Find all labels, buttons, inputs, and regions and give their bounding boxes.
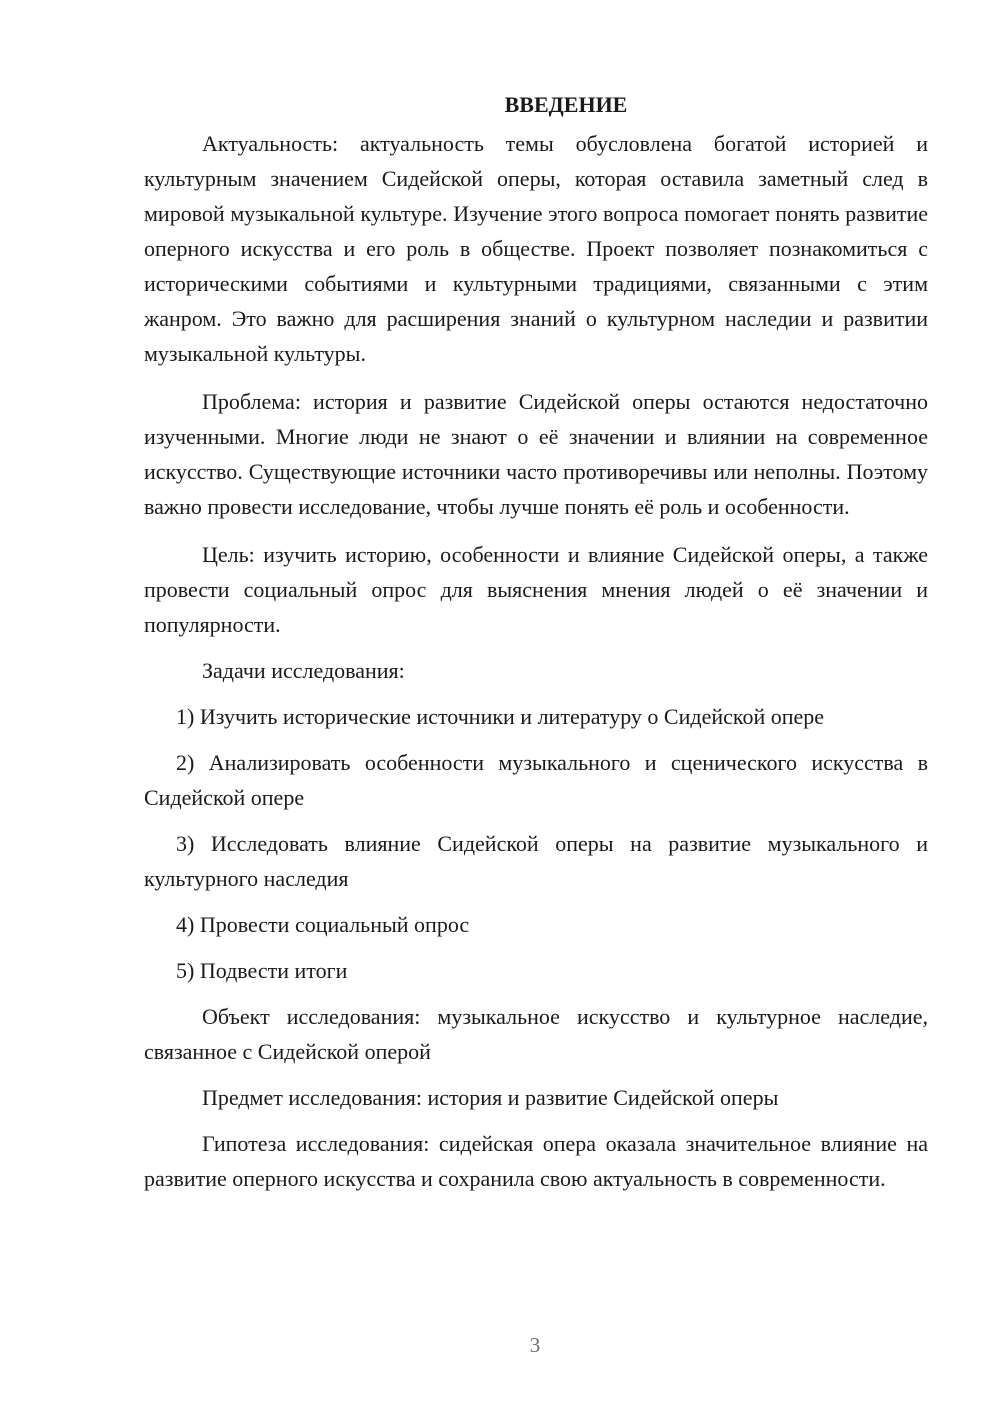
task-item-2: 2) Анализировать особенности музыкального и сценического искусства в Сидейской опере	[144, 750, 928, 810]
tasks-heading: Задачи исследования:	[202, 658, 405, 683]
page-title: ВВЕДЕНИЕ	[504, 92, 628, 117]
document-page	[144, 90, 928, 1196]
task-item-3: 3) Исследовать влияние Сидейской оперы на развитие музыкального и культурного наследия	[144, 831, 928, 891]
subject-paragraph: Предмет исследования: история и развитие Сидейской оперы	[202, 1085, 779, 1110]
task-item-4: 4) Провести социальный опрос	[176, 912, 470, 937]
task-item-1: 1) Изучить исторические источники и литературу о Сидейской опере	[176, 704, 825, 729]
problem-paragraph: Проблема: история и развитие Сидейской оперы остаются недостаточно изученными. Многие люди не знают о её значении и влиянии на современное искусство. Существующие источники часто противоречивы или неполны. Поэтому важно провести исследование, чтобы лучше понять её роль и особенности.	[144, 389, 928, 519]
relevance-paragraph: Актуальность: актуальность темы обусловлена богатой историей и культурным значением Сидейской оперы, которая оставила заметный след в мировой музыкальной культуре. Изучение этого вопроса помогает понять развитие оперного искусства и его роль в обществе. Проект позволяет познакомиться с историческими событиями и культурными традициями, связанными с этим жанром. Это важно для расширения знаний о культурном наследии и развитии музыкальной культуры.	[144, 131, 928, 366]
hypothesis-paragraph: Гипотеза исследования: сидейская опера оказала значительное влияние на развитие оперного искусства и сохранила свою актуальность в современности.	[144, 1131, 928, 1191]
page-number: 3	[529, 1333, 541, 1357]
goal-paragraph: Цель: изучить историю, особенности и влияние Сидейской оперы, а также провести социальный опрос для выяснения мнения людей о её значении и популярности.	[144, 542, 928, 637]
object-paragraph: Объект исследования: музыкальное искусство и культурное наследие, связанное с Сидейской оперой	[144, 1004, 928, 1064]
task-item-5: 5) Подвести итоги	[176, 958, 348, 983]
